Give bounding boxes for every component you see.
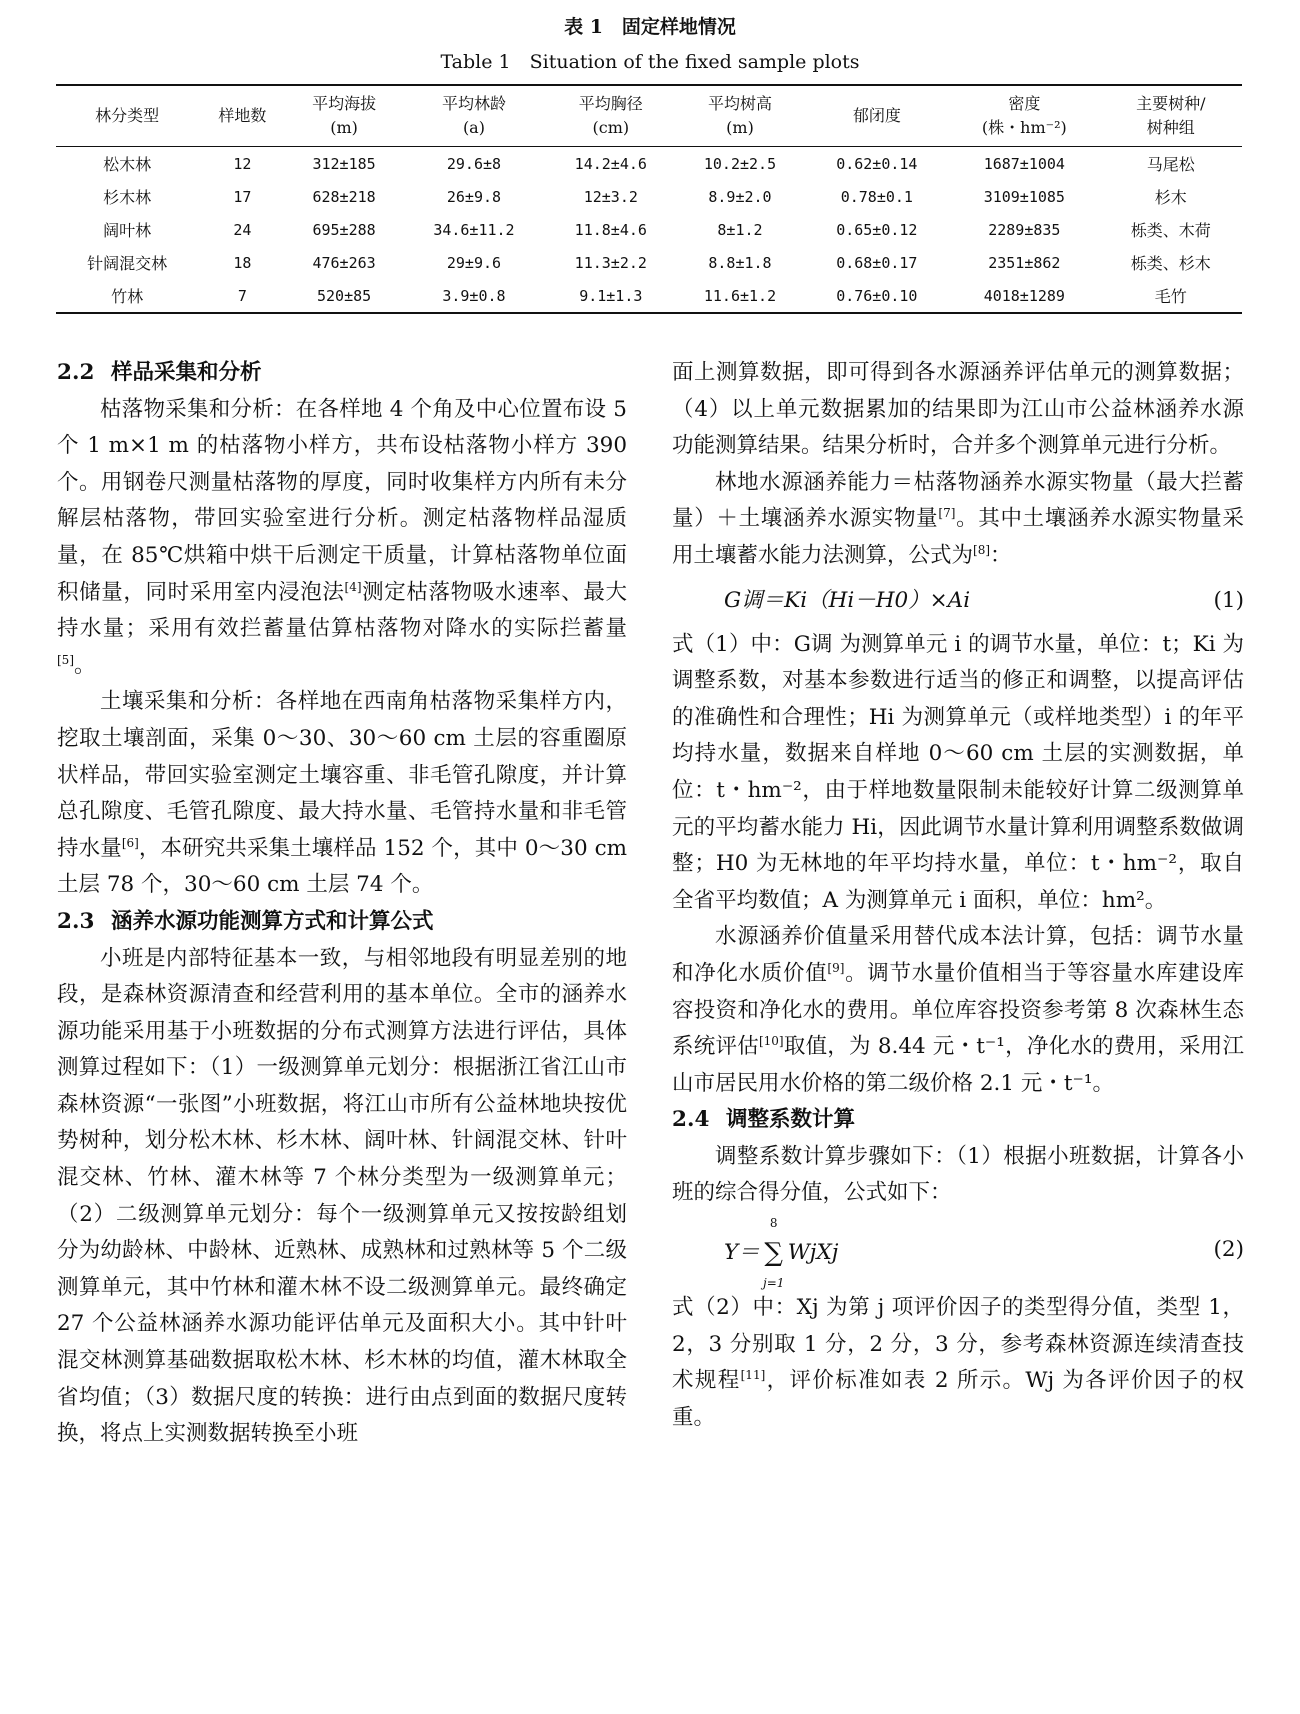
column-header: 平均胸径 (cm) bbox=[578, 94, 643, 137]
table-cell: 毛竹 bbox=[1154, 287, 1187, 306]
column-header: 平均海拔 (m) bbox=[312, 94, 377, 137]
column-header: 林分类型 bbox=[95, 106, 160, 125]
column-header: 平均树高 (m) bbox=[707, 94, 772, 137]
paragraph-eq1-explain: 式（1）中：G调 为测算单元 i 的调节水量，单位：t；Ki 为调整系数，对基本参数进行适当的修正和调整，以提高评估的准确性和合理性；Hi 为测算单元（或样地类型）i 的年平均持水量，数据来自样地 0～60 cm 土层的实测数据，单位：t・hm⁻²，由于样地数量限制未能较好计算二级测算单元的平均蓄水能力 Hi，因此调节水量计算利用调整系数做调整；H0 为无林地的年平均持水量，单位：t・hm⁻²，取自全省平均数值；A 为测算单元 i 面积，单位：hm²。 bbox=[672, 631, 1244, 913]
table-cell: 栎类、木荷 bbox=[1130, 221, 1211, 240]
table-cell: 4018±1289 bbox=[983, 286, 1065, 305]
paragraph-capacity: 林地水源涵养能力＝枯落物涵养水源实物量（最大拦蓄量）＋土壤涵养水源实物量[7]。其中土壤涵养水源实物量采用土壤蓄水能力法测算，公式为[8]： bbox=[672, 469, 1244, 568]
table-cell: 杉木 bbox=[1154, 188, 1187, 207]
table-cell: 2351±862 bbox=[988, 253, 1061, 272]
paragraph-method: 小班是内部特征基本一致，与相邻地段有明显差别的地段，是森林资源清查和经营利用的基本单位。全市的涵养水源功能采用基于小班数据的分布式测算方法进行评估，具体测算过程如下：（1）一级测算单元划分：根据浙江省江山市森林资源“一张图”小班数据，将江山市所有公益林地块按优势树种，划分松木林、杉木林、阔叶林、针阔混交林、针叶混交林、竹林、灌木林等 7 个林分类型为一级测算单元；（2）二级测算单元划分：每个一级测算单元又按按龄组划分为幼龄林、中龄林、近熟林、成熟林和过熟林等 5 个二级测算单元，其中竹林和灌木林不设二级测算单元。最终确定 27 个公益林涵养水源功能评估单元及面积大小。其中针叶混交林测算基础数据取松木林、杉木林的均值，灌木林取全省均值；（3）数据尺度的转换：进行由点到面的数据尺度转换，将点上实测数据转换至小班 bbox=[57, 945, 627, 1447]
column-header: 平均林龄 (a) bbox=[441, 94, 506, 137]
table-cell: 针阔混交林 bbox=[87, 254, 168, 273]
citation: [7] bbox=[938, 506, 956, 521]
table-cell: 24 bbox=[233, 220, 252, 239]
table-cell: 520±85 bbox=[316, 286, 372, 305]
table-cell: 14.2±4.6 bbox=[574, 154, 647, 173]
table-cell: 11.8±4.6 bbox=[574, 220, 647, 239]
table-row bbox=[56, 213, 1242, 246]
citation: [4] bbox=[344, 579, 362, 594]
citation: [9] bbox=[827, 960, 845, 975]
table-cell: 阔叶林 bbox=[103, 221, 152, 240]
table-cell: 11.6±1.2 bbox=[703, 286, 777, 305]
paragraph-adjust: 调整系数计算步骤如下：（1）根据小班数据，计算各小班的综合得分值，公式如下： bbox=[672, 1143, 1244, 1206]
citation: [5] bbox=[57, 652, 74, 667]
table-cell: 0.68±0.17 bbox=[836, 253, 918, 272]
table-caption-cn: 表 1 固定样地情况 bbox=[564, 16, 736, 38]
table-cell: 8.8±1.8 bbox=[708, 253, 772, 272]
column-header: 密度 (株・hm⁻²) bbox=[981, 94, 1067, 137]
equation-2-number: (2) bbox=[1213, 1237, 1244, 1263]
table-cell: 0.78±0.1 bbox=[840, 187, 913, 206]
table-cell: 7 bbox=[237, 286, 247, 305]
table-cell: 0.65±0.12 bbox=[836, 220, 918, 239]
equation-1-number: (1) bbox=[1213, 587, 1244, 613]
table-cell: 8±1.2 bbox=[717, 220, 763, 239]
table-cell: 栎类、杉木 bbox=[1130, 254, 1211, 273]
citation: [11] bbox=[740, 1368, 766, 1383]
table-cell: 12 bbox=[233, 154, 252, 173]
table-cell: 9.1±1.3 bbox=[579, 286, 643, 305]
table-cell: 2289±835 bbox=[988, 220, 1061, 239]
table-header-row bbox=[56, 85, 1242, 147]
table-cell: 628±218 bbox=[312, 187, 376, 206]
sample-plot-table bbox=[56, 84, 1242, 314]
table-cell: 34.6±11.2 bbox=[433, 220, 515, 239]
table-cell: 0.76±0.10 bbox=[836, 286, 918, 305]
table-row bbox=[56, 279, 1242, 313]
column-header: 郁闭度 bbox=[852, 106, 901, 125]
table-cell: 11.3±2.2 bbox=[574, 253, 647, 272]
paragraph-value: 水源涵养价值量采用替代成本法计算，包括：调节水量和净化水质价值[9]。调节水量价值相当于等容量水库建设库容投资和净化水的费用。单位库容投资参考第 8 次森林生态系统评估[10]取值，为 8.44 元・t⁻¹，净化水的费用，采用江山市居民用水价格的第二级价格 2.1 元・t⁻¹。 bbox=[672, 924, 1244, 1096]
equation-1-expression: G调＝Ki（Hi－H0）×Ai bbox=[724, 587, 971, 613]
left-column bbox=[57, 355, 627, 1453]
paragraph-eq2-explain: 式（2）中：Xj 为第 j 项评价因子的类型得分值，类型 1，2，3 分别取 1 分，2 分，3 分，参考森林资源连续清查技术规程[11]，评价标准如表 2 所示。Wj 为各评价因子的权重。 bbox=[672, 1295, 1244, 1430]
table-cell: 3.9±0.8 bbox=[442, 286, 506, 305]
table-cell: 12±3.2 bbox=[583, 187, 638, 206]
equation-2 bbox=[672, 1216, 1244, 1291]
equation-2-expression: Y＝ 8 ∑ j=1 WjXj bbox=[724, 1216, 839, 1291]
table-cell: 杉木林 bbox=[103, 188, 152, 207]
table-cell: 马尾松 bbox=[1146, 155, 1195, 174]
table-cell: 476±263 bbox=[312, 253, 376, 272]
paragraph-soil: 土壤采集和分析：各样地在西南角枯落物采集样方内，挖取土壤剖面，采集 0～30、30～60 cm 土层的容重圈原状样品，带回实验室测定土壤容重、非毛管孔隙度，并计算总孔隙度、毛管孔隙度、最大持水量、毛管持水量和非毛管持水量[6]，本研究共采集土壤样品 152 个，其中 0～30 cm 土层 78 个，30～60 cm 土层 74 个。 bbox=[57, 689, 627, 898]
table-row bbox=[56, 147, 1242, 181]
table-row bbox=[56, 180, 1242, 213]
citation: [8] bbox=[973, 542, 991, 557]
table-cell: 26±9.8 bbox=[446, 187, 502, 206]
paragraph-method-cont: 面上测算数据，即可得到各水源涵养评估单元的测算数据；（4）以上单元数据累加的结果即为江山市公益林涵养水源功能测算结果。结果分析时，合并多个测算单元进行分析。 bbox=[672, 360, 1244, 459]
column-header: 样地数 bbox=[218, 106, 267, 125]
right-column bbox=[672, 355, 1244, 1436]
table-cell: 29±9.6 bbox=[446, 253, 502, 272]
table-cell: 29.6±8 bbox=[446, 154, 502, 173]
section-heading-2-2: 2.2 样品采集和分析 bbox=[57, 360, 262, 385]
table-cell: 3109±1085 bbox=[983, 187, 1065, 206]
citation: [10] bbox=[758, 1033, 784, 1048]
paragraph-litter: 枯落物采集和分析：在各样地 4 个角及中心位置布设 5 个 1 m×1 m 的枯落物小样方，共布设枯落物小样方 390 个。用钢卷尺测量枯落物的厚度，同时收集样方内所有未分解层枯落物，带回实验室进行分析。测定枯落物样品湿质量，在 85℃烘箱中烘干后测定干质量，计算枯落物单位面积储量，同时采用室内浸泡法[4]测定枯落物吸水速率、最大持水量；采用有效拦蓄量估算枯落物对降水的实际拦蓄量[5]。 bbox=[57, 396, 627, 678]
citation: [6] bbox=[121, 835, 139, 850]
table-cell: 8.9±2.0 bbox=[708, 187, 772, 206]
table-row bbox=[56, 246, 1242, 279]
table-cell: 10.2±2.5 bbox=[703, 154, 777, 173]
table-cell: 1687±1004 bbox=[983, 154, 1065, 173]
equation-1 bbox=[672, 579, 1244, 623]
table-cell: 0.62±0.14 bbox=[836, 154, 918, 173]
table-cell: 竹林 bbox=[111, 287, 144, 306]
table-cell: 17 bbox=[233, 187, 252, 206]
table-cell: 18 bbox=[233, 253, 252, 272]
table-caption-en: Table 1 Situation of the fixed sample plots bbox=[440, 51, 860, 73]
summation-symbol: 8 ∑ j=1 bbox=[762, 1216, 785, 1291]
section-heading-2-4: 2.4 调整系数计算 bbox=[672, 1107, 856, 1133]
section-heading-2-3: 2.3 涵养水源功能测算方式和计算公式 bbox=[57, 908, 434, 934]
table-cell: 312±185 bbox=[312, 154, 376, 173]
table-cell: 695±288 bbox=[312, 220, 376, 239]
table-cell: 松木林 bbox=[103, 155, 152, 174]
column-header: 主要树种/ 树种组 bbox=[1136, 94, 1206, 137]
